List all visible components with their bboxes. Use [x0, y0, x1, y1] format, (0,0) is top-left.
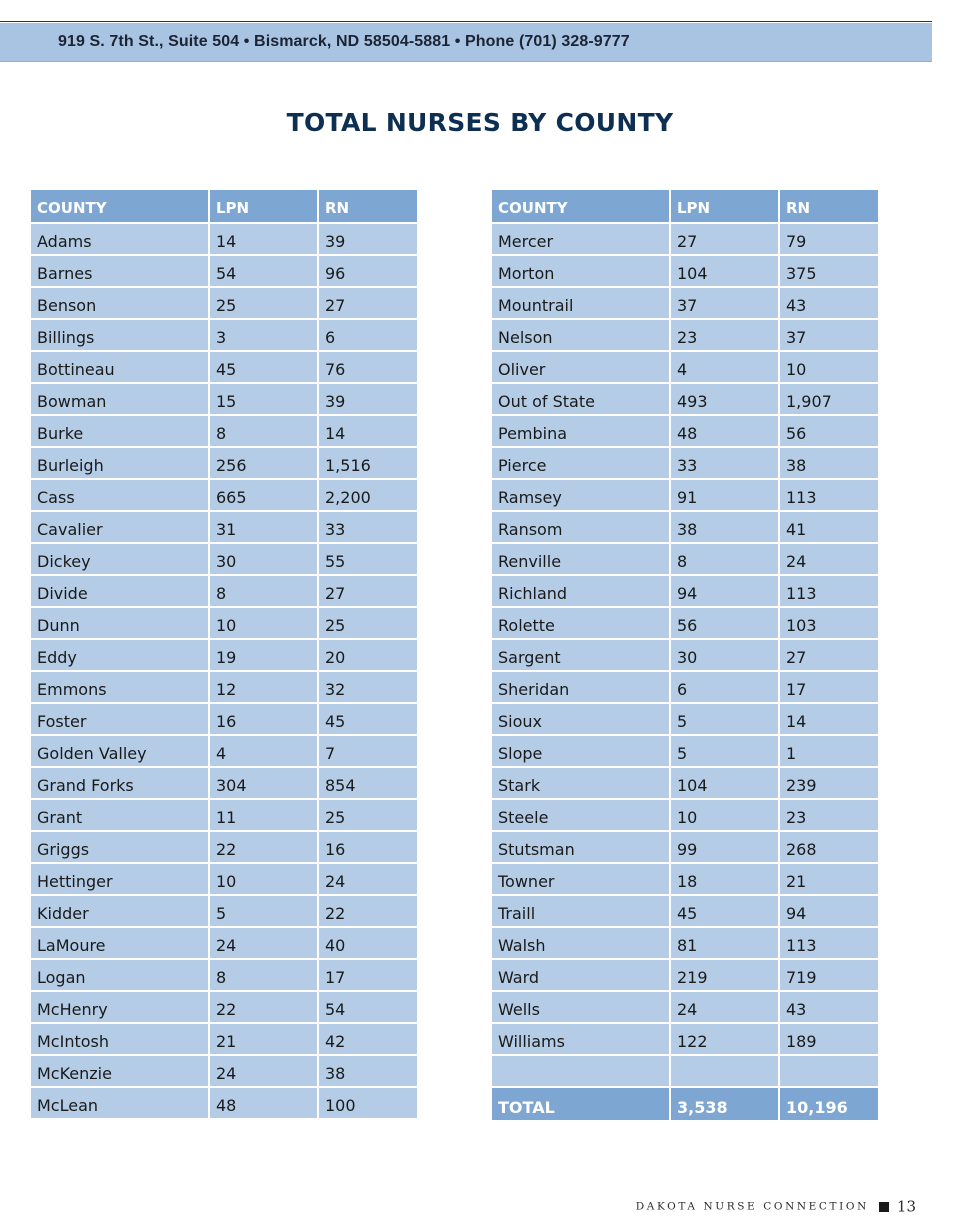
table-row — [491, 255, 879, 287]
rn-cell: 39 — [318, 223, 418, 255]
rn-cell: 103 — [779, 607, 879, 639]
county-cell: Mercer — [491, 223, 670, 255]
table-row — [30, 383, 418, 415]
table-row — [30, 351, 418, 383]
lpn-cell: 22 — [209, 831, 318, 863]
lpn-cell: 5 — [670, 735, 779, 767]
county-cell: Rolette — [491, 607, 670, 639]
rn-cell: 43 — [779, 287, 879, 319]
lpn-cell: 256 — [209, 447, 318, 479]
table-row — [30, 287, 418, 319]
rn-cell: 55 — [318, 543, 418, 575]
lpn-cell: 45 — [209, 351, 318, 383]
lpn-cell: 4 — [670, 351, 779, 383]
rn-cell: 79 — [779, 223, 879, 255]
county-cell: Out of State — [491, 383, 670, 415]
rn-cell: 2,200 — [318, 479, 418, 511]
rn-cell: 113 — [779, 575, 879, 607]
county-cell: Bottineau — [30, 351, 209, 383]
rn-cell: 268 — [779, 831, 879, 863]
table-row — [491, 639, 879, 671]
lpn-cell: 30 — [209, 543, 318, 575]
table-row — [491, 1055, 879, 1087]
page-title: TOTAL NURSES BY COUNTY — [286, 108, 674, 137]
lpn-cell: 18 — [670, 863, 779, 895]
lpn-cell — [670, 1055, 779, 1087]
lpn-cell: 27 — [670, 223, 779, 255]
rn-cell: 14 — [779, 703, 879, 735]
county-cell: Benson — [30, 287, 209, 319]
lpn-cell: 91 — [670, 479, 779, 511]
lpn-cell: 304 — [209, 767, 318, 799]
county-cell: Sioux — [491, 703, 670, 735]
county-cell: Burke — [30, 415, 209, 447]
county-cell: Foster — [30, 703, 209, 735]
lpn-cell: 4 — [209, 735, 318, 767]
table-row — [491, 991, 879, 1023]
lpn-cell: 104 — [670, 255, 779, 287]
page-number: 13 — [896, 1197, 916, 1216]
total-label: TOTAL — [491, 1087, 670, 1121]
rn-cell — [779, 1055, 879, 1087]
county-cell: Ramsey — [491, 479, 670, 511]
table-row — [491, 511, 879, 543]
table-row — [491, 671, 879, 703]
lpn-cell: 122 — [670, 1023, 779, 1055]
lpn-cell: 24 — [209, 1055, 318, 1087]
county-cell: Griggs — [30, 831, 209, 863]
table-row — [491, 479, 879, 511]
county-cell: Divide — [30, 575, 209, 607]
county-cell: Golden Valley — [30, 735, 209, 767]
table-row — [30, 415, 418, 447]
lpn-cell: 56 — [670, 607, 779, 639]
total-rn: 10,196 — [779, 1087, 879, 1121]
rn-cell: 41 — [779, 511, 879, 543]
rn-cell: 21 — [779, 863, 879, 895]
rn-cell: 56 — [779, 415, 879, 447]
county-cell: Stutsman — [491, 831, 670, 863]
rn-cell: 239 — [779, 767, 879, 799]
rn-cell: 100 — [318, 1087, 418, 1119]
lpn-cell: 25 — [209, 287, 318, 319]
table-row — [491, 959, 879, 991]
county-cell: McKenzie — [30, 1055, 209, 1087]
county-cell: LaMoure — [30, 927, 209, 959]
rn-cell: 1 — [779, 735, 879, 767]
table-row — [30, 863, 418, 895]
table-row — [30, 319, 418, 351]
lpn-cell: 16 — [209, 703, 318, 735]
rn-cell: 43 — [779, 991, 879, 1023]
table-row — [30, 575, 418, 607]
lpn-cell: 219 — [670, 959, 779, 991]
lpn-cell: 31 — [209, 511, 318, 543]
table-body-right — [491, 223, 879, 1087]
table-row — [30, 735, 418, 767]
lpn-cell: 104 — [670, 767, 779, 799]
county-cell: Burleigh — [30, 447, 209, 479]
lpn-cell: 8 — [209, 959, 318, 991]
lpn-cell: 30 — [670, 639, 779, 671]
rn-cell: 24 — [318, 863, 418, 895]
lpn-cell: 493 — [670, 383, 779, 415]
table-row — [30, 639, 418, 671]
table-row — [491, 735, 879, 767]
county-cell: McHenry — [30, 991, 209, 1023]
table-row — [30, 543, 418, 575]
rn-cell: 38 — [318, 1055, 418, 1087]
rn-cell: 854 — [318, 767, 418, 799]
table-row — [491, 799, 879, 831]
county-cell: Dunn — [30, 607, 209, 639]
header-band — [0, 23, 932, 62]
county-cell: Adams — [30, 223, 209, 255]
rn-cell: 6 — [318, 319, 418, 351]
column-header-rn: RN — [779, 189, 879, 223]
lpn-cell: 8 — [670, 543, 779, 575]
rn-cell: 38 — [779, 447, 879, 479]
rn-cell: 10 — [779, 351, 879, 383]
rn-cell: 42 — [318, 1023, 418, 1055]
rn-cell: 76 — [318, 351, 418, 383]
table-row — [30, 991, 418, 1023]
rn-cell: 27 — [779, 639, 879, 671]
county-cell: Pembina — [491, 415, 670, 447]
table-row — [30, 447, 418, 479]
table-header-row — [491, 189, 879, 223]
lpn-cell: 24 — [209, 927, 318, 959]
county-cell: Eddy — [30, 639, 209, 671]
county-cell — [491, 1055, 670, 1087]
square-bullet-icon — [879, 1202, 889, 1212]
county-cell: Ransom — [491, 511, 670, 543]
rn-cell: 32 — [318, 671, 418, 703]
county-cell: Mountrail — [491, 287, 670, 319]
lpn-cell: 37 — [670, 287, 779, 319]
lpn-cell: 94 — [670, 575, 779, 607]
lpn-cell: 21 — [209, 1023, 318, 1055]
county-cell: Pierce — [491, 447, 670, 479]
county-cell: Sheridan — [491, 671, 670, 703]
table-row — [491, 223, 879, 255]
rn-cell: 40 — [318, 927, 418, 959]
rn-cell: 1,516 — [318, 447, 418, 479]
county-cell: Barnes — [30, 255, 209, 287]
county-cell: Grant — [30, 799, 209, 831]
table-row — [30, 703, 418, 735]
rn-cell: 33 — [318, 511, 418, 543]
county-cell: Billings — [30, 319, 209, 351]
rn-cell: 23 — [779, 799, 879, 831]
table-row — [30, 927, 418, 959]
table-row — [491, 415, 879, 447]
table-row — [30, 1023, 418, 1055]
table-row — [491, 351, 879, 383]
lpn-cell: 10 — [209, 863, 318, 895]
rn-cell: 45 — [318, 703, 418, 735]
table-row — [491, 863, 879, 895]
county-cell: Walsh — [491, 927, 670, 959]
lpn-cell: 23 — [670, 319, 779, 351]
table-row — [491, 831, 879, 863]
rn-cell: 39 — [318, 383, 418, 415]
lpn-cell: 14 — [209, 223, 318, 255]
column-header-lpn: LPN — [670, 189, 779, 223]
table-row — [491, 383, 879, 415]
county-cell: Kidder — [30, 895, 209, 927]
county-cell: Logan — [30, 959, 209, 991]
county-cell: Richland — [491, 575, 670, 607]
county-cell: Ward — [491, 959, 670, 991]
county-cell: Cass — [30, 479, 209, 511]
rn-cell: 189 — [779, 1023, 879, 1055]
county-cell: Oliver — [491, 351, 670, 383]
lpn-cell: 6 — [670, 671, 779, 703]
rn-cell: 94 — [779, 895, 879, 927]
county-cell: Towner — [491, 863, 670, 895]
rn-cell: 24 — [779, 543, 879, 575]
county-cell: McLean — [30, 1087, 209, 1119]
lpn-cell: 10 — [209, 607, 318, 639]
rn-cell: 25 — [318, 607, 418, 639]
lpn-cell: 48 — [209, 1087, 318, 1119]
lpn-cell: 8 — [209, 575, 318, 607]
rn-cell: 96 — [318, 255, 418, 287]
table-row — [30, 671, 418, 703]
table-row — [491, 767, 879, 799]
table-row — [491, 575, 879, 607]
county-cell: Williams — [491, 1023, 670, 1055]
rn-cell: 25 — [318, 799, 418, 831]
rn-cell: 17 — [318, 959, 418, 991]
column-header-county: COUNTY — [30, 189, 209, 223]
rn-cell: 22 — [318, 895, 418, 927]
county-cell: Renville — [491, 543, 670, 575]
table-row — [30, 511, 418, 543]
column-header-county: COUNTY — [491, 189, 670, 223]
table-row — [491, 543, 879, 575]
column-header-rn: RN — [318, 189, 418, 223]
rn-cell: 20 — [318, 639, 418, 671]
rn-cell: 113 — [779, 479, 879, 511]
table-header-row — [30, 189, 418, 223]
table-row — [30, 1087, 418, 1119]
county-cell: Nelson — [491, 319, 670, 351]
rn-cell: 719 — [779, 959, 879, 991]
county-cell: Steele — [491, 799, 670, 831]
rn-cell: 54 — [318, 991, 418, 1023]
county-table-right — [490, 188, 880, 1122]
table-row — [30, 959, 418, 991]
rn-cell: 375 — [779, 255, 879, 287]
table-row — [491, 703, 879, 735]
total-lpn: 3,538 — [670, 1087, 779, 1121]
top-rule — [0, 21, 932, 22]
lpn-cell: 19 — [209, 639, 318, 671]
table-row — [30, 799, 418, 831]
rn-cell: 27 — [318, 575, 418, 607]
lpn-cell: 11 — [209, 799, 318, 831]
total-row — [491, 1087, 879, 1121]
rn-cell: 7 — [318, 735, 418, 767]
lpn-cell: 22 — [209, 991, 318, 1023]
lpn-cell: 45 — [670, 895, 779, 927]
table-row — [30, 607, 418, 639]
rn-cell: 16 — [318, 831, 418, 863]
county-cell: Morton — [491, 255, 670, 287]
table-row — [491, 607, 879, 639]
rn-cell: 37 — [779, 319, 879, 351]
lpn-cell: 48 — [670, 415, 779, 447]
county-cell: Slope — [491, 735, 670, 767]
county-cell: Hettinger — [30, 863, 209, 895]
rn-cell: 17 — [779, 671, 879, 703]
county-cell: Cavalier — [30, 511, 209, 543]
lpn-cell: 81 — [670, 927, 779, 959]
county-cell: Dickey — [30, 543, 209, 575]
table-row — [30, 831, 418, 863]
lpn-cell: 10 — [670, 799, 779, 831]
lpn-cell: 33 — [670, 447, 779, 479]
table-row — [30, 479, 418, 511]
lpn-cell: 5 — [670, 703, 779, 735]
table-row — [30, 895, 418, 927]
table-row — [30, 767, 418, 799]
page-footer — [636, 1196, 916, 1216]
table-body-left — [30, 223, 418, 1119]
county-cell: Sargent — [491, 639, 670, 671]
county-cell: Traill — [491, 895, 670, 927]
lpn-cell: 15 — [209, 383, 318, 415]
header-address: 919 S. 7th St., Suite 504 • Bismarck, ND 58504-5881 • Phone (701) 328-9777 — [58, 33, 630, 50]
table-row — [491, 1023, 879, 1055]
lpn-cell: 5 — [209, 895, 318, 927]
county-table-left — [29, 188, 419, 1120]
lpn-cell: 8 — [209, 415, 318, 447]
publication-name: DAKOTA NURSE CONNECTION — [635, 1200, 869, 1213]
county-cell: Emmons — [30, 671, 209, 703]
county-cell: Grand Forks — [30, 767, 209, 799]
county-cell: Bowman — [30, 383, 209, 415]
table-row — [491, 447, 879, 479]
county-cell: Stark — [491, 767, 670, 799]
lpn-cell: 12 — [209, 671, 318, 703]
lpn-cell: 99 — [670, 831, 779, 863]
lpn-cell: 24 — [670, 991, 779, 1023]
rn-cell: 113 — [779, 927, 879, 959]
county-cell: Wells — [491, 991, 670, 1023]
table-row — [491, 927, 879, 959]
rn-cell: 27 — [318, 287, 418, 319]
table-row — [491, 319, 879, 351]
lpn-cell: 38 — [670, 511, 779, 543]
lpn-cell: 665 — [209, 479, 318, 511]
county-cell: McIntosh — [30, 1023, 209, 1055]
rn-cell: 14 — [318, 415, 418, 447]
rn-cell: 1,907 — [779, 383, 879, 415]
table-row — [30, 1055, 418, 1087]
table-row — [491, 287, 879, 319]
table-row — [30, 223, 418, 255]
table-row — [30, 255, 418, 287]
lpn-cell: 3 — [209, 319, 318, 351]
lpn-cell: 54 — [209, 255, 318, 287]
column-header-lpn: LPN — [209, 189, 318, 223]
table-row — [491, 895, 879, 927]
